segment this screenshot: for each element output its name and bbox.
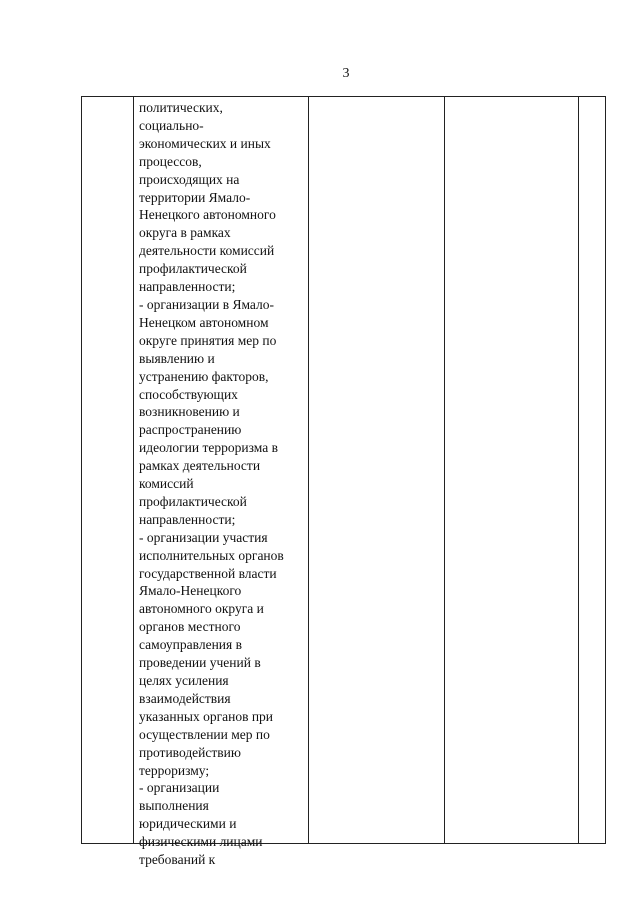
text-line: - организации	[139, 780, 220, 796]
text-line: способствующих	[139, 386, 238, 402]
text-line: физическими лицами	[139, 834, 263, 850]
text-line: взаимодействия	[139, 690, 231, 706]
text-line: автономного округа и	[139, 601, 264, 617]
text-line: исполнительных органов	[139, 547, 284, 563]
text-line: - организации участия	[139, 529, 268, 545]
page-number: 3	[342, 66, 350, 81]
text-line: целях усиления	[139, 673, 229, 688]
text-line: округе принятия мер по	[139, 332, 277, 348]
text-line: направленности;	[139, 511, 236, 527]
text-line: юридическими и	[139, 816, 237, 832]
text-line: указанных органов при	[139, 708, 274, 724]
text-line: выполнения	[139, 798, 209, 814]
column-divider	[578, 97, 579, 843]
text-line: процессов,	[139, 153, 202, 169]
text-line: устранению факторов,	[139, 368, 269, 384]
text-line: Ненецкого автономного	[139, 207, 276, 223]
text-line: округа в рамках	[139, 225, 231, 241]
text-line: Ненецком автономном	[139, 314, 269, 330]
column-divider	[308, 97, 309, 843]
text-line: органов местного	[139, 619, 241, 635]
text-line: государственной власти	[139, 565, 277, 581]
text-line: территории Ямало-	[139, 189, 251, 205]
text-line: возникновению и	[139, 404, 240, 420]
text-line: противодействию	[139, 744, 241, 760]
text-line: экономических и иных	[139, 135, 271, 151]
text-line: распространению	[139, 422, 242, 438]
text-line: социально-	[139, 117, 204, 133]
text-line: выявлению и	[139, 350, 215, 366]
text-line: идеологии терроризма в	[139, 440, 278, 456]
column-divider	[444, 97, 445, 843]
text-line: самоуправления в	[139, 637, 242, 653]
text-line: профилактической	[139, 493, 247, 509]
text-line: Ямало-Ненецкого	[139, 583, 242, 599]
text-line: деятельности комиссий	[139, 243, 275, 259]
text-line: - организации в Ямало-	[139, 296, 275, 312]
document-table	[81, 96, 606, 868]
text-line: профилактической	[139, 261, 247, 277]
text-line: направленности;	[139, 279, 236, 295]
text-line: проведении учений в	[139, 655, 261, 671]
text-line: политических,	[139, 100, 223, 115]
text-line: терроризму;	[139, 762, 210, 778]
text-line: рамках деятельности	[139, 458, 261, 474]
text-line: требований к	[139, 852, 216, 868]
table-cell-text	[139, 99, 307, 869]
text-line: происходящих на	[139, 171, 240, 187]
text-line: комиссий	[139, 476, 194, 492]
text-line: осуществлении мер по	[139, 726, 270, 742]
column-divider	[133, 97, 134, 843]
